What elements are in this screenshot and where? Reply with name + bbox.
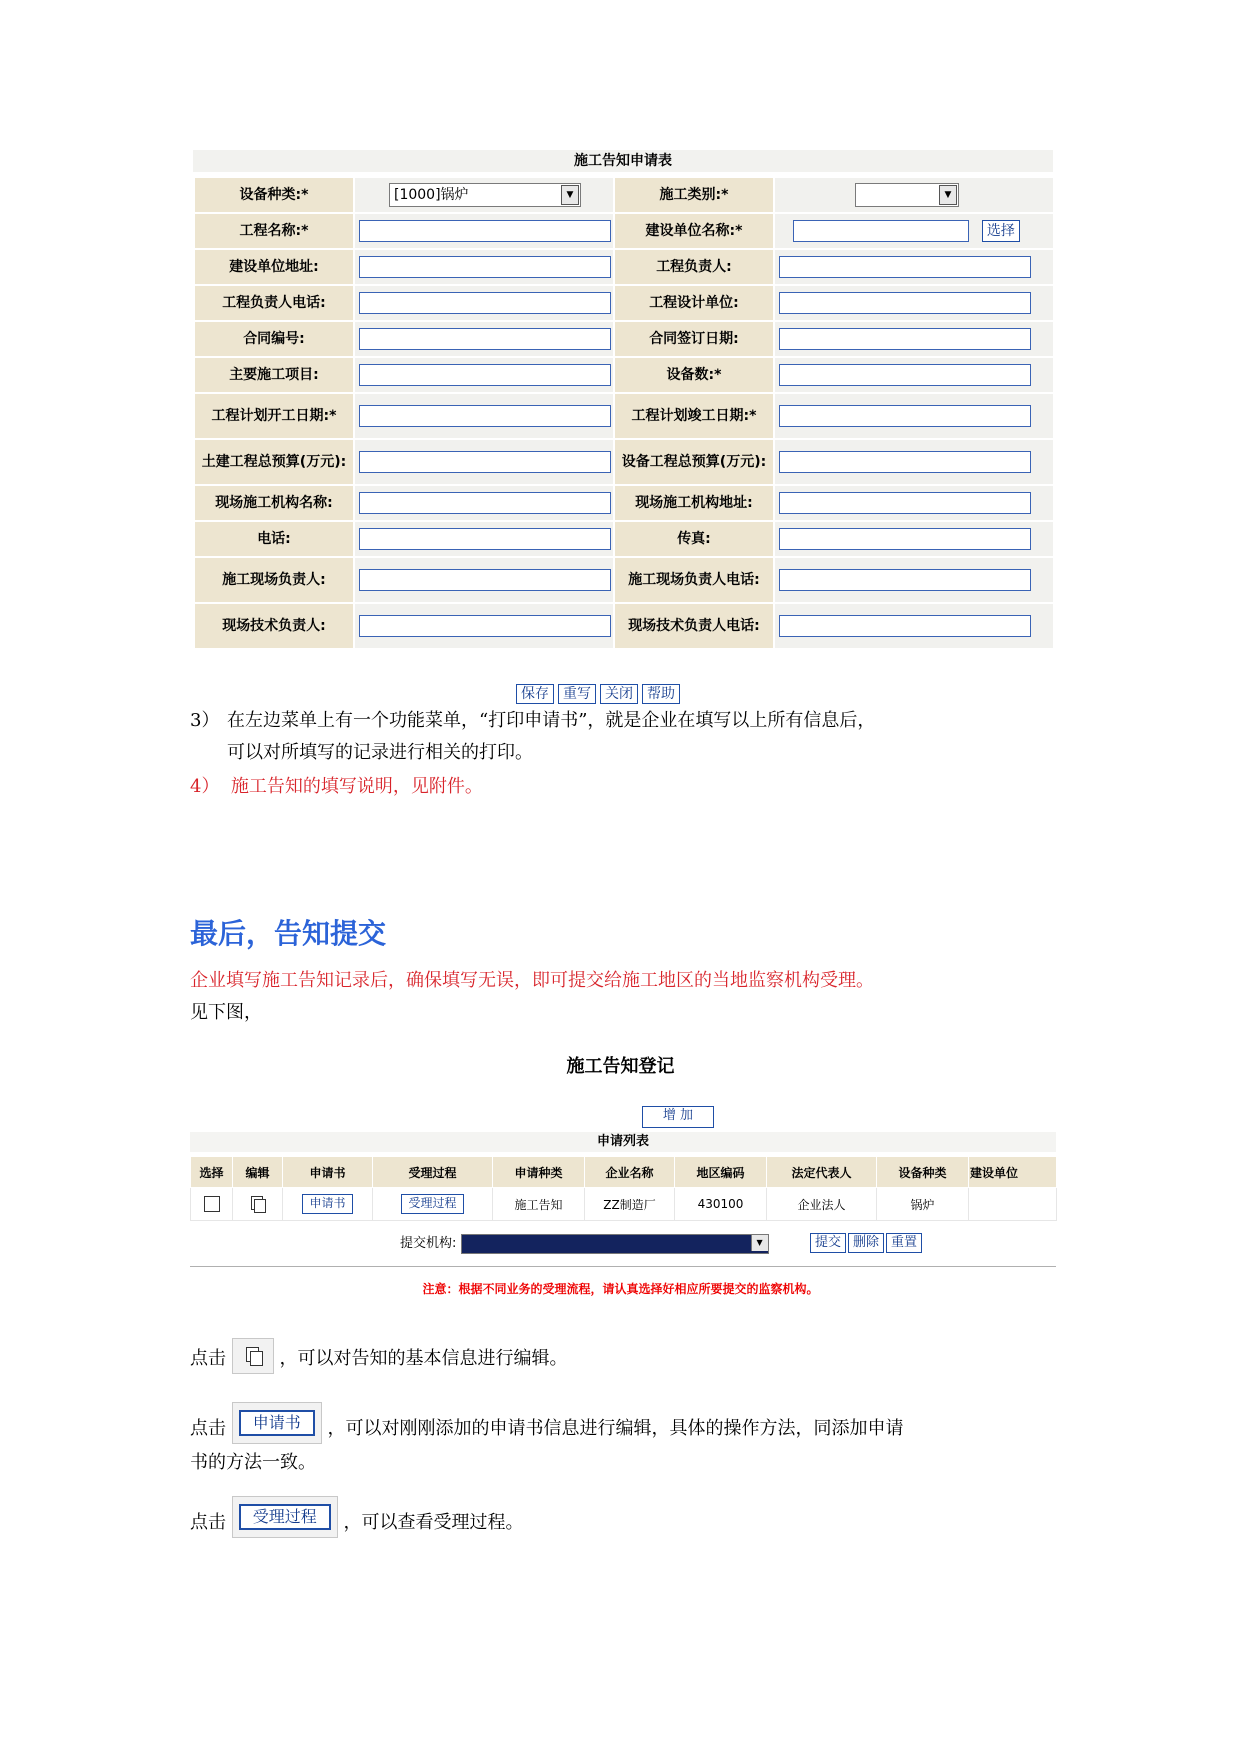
column-header: 申请种类	[493, 1157, 585, 1188]
field-label: 现场施工机构名称:	[194, 485, 354, 521]
edit-icon	[232, 1338, 274, 1374]
field-label: 现场技术负责人电话:	[614, 603, 774, 649]
cell-builder	[969, 1188, 1057, 1221]
field-label: 土建工程总预算(万元):	[194, 439, 354, 485]
item-3-number: 3）	[190, 710, 220, 731]
field-label: 主要施工项目:	[194, 357, 354, 393]
list-title: 申请列表	[190, 1132, 1056, 1152]
divider	[190, 1266, 1056, 1267]
delete-button[interactable]: 删除	[848, 1233, 884, 1253]
click-text: 点击	[190, 1348, 226, 1369]
site-org-name-input[interactable]	[359, 492, 611, 514]
field-label: 电话:	[194, 521, 354, 557]
application-list-table	[190, 1156, 1057, 1221]
select-checkbox[interactable]	[204, 1196, 220, 1212]
application-button[interactable]: 申请书	[302, 1194, 352, 1214]
cell-legal-rep: 企业法人	[767, 1188, 877, 1221]
field-label: 施工现场负责人电话:	[614, 557, 774, 603]
fax-input[interactable]	[779, 528, 1031, 550]
field-label: 工程设计单位:	[614, 285, 774, 321]
column-header: 受理过程	[373, 1157, 493, 1188]
project-name-input[interactable]	[359, 220, 611, 242]
see-below-text: 见下图，	[190, 1002, 262, 1023]
edit-icon[interactable]	[251, 1196, 265, 1212]
edit-instruction	[190, 1338, 567, 1374]
field-label: 工程名称:*	[194, 213, 354, 249]
item-4: 4） 施工告知的填写说明，见附件。	[190, 776, 483, 797]
process-button-sample: 受理过程	[232, 1496, 338, 1538]
site-manager-phone-input[interactable]	[779, 569, 1031, 591]
registry-title: 施工告知登记	[566, 1056, 675, 1077]
main-items-input[interactable]	[359, 364, 611, 386]
manager-phone-input[interactable]	[359, 292, 611, 314]
site-manager-input[interactable]	[359, 569, 611, 591]
copy-icon	[246, 1347, 262, 1365]
notice-text: 注意：根据不同业务的受理流程，请认真选择好相应所要提交的监察机构。	[422, 1282, 819, 1296]
help-button[interactable]: 帮助	[642, 684, 680, 704]
field-label: 工程负责人:	[614, 249, 774, 285]
reset-button[interactable]: 重置	[886, 1233, 922, 1253]
submit-button[interactable]: 提交	[810, 1233, 846, 1253]
chevron-down-icon: ▼	[939, 185, 957, 205]
application-button-sample: 申请书	[232, 1402, 322, 1444]
click-text: 点击	[190, 1512, 226, 1533]
column-header: 建设单位	[969, 1157, 1057, 1188]
field-label: 设备数:*	[614, 357, 774, 393]
field-label: 建设单位名称:*	[614, 213, 774, 249]
reset-button[interactable]: 重写	[558, 684, 596, 704]
phone-input[interactable]	[359, 528, 611, 550]
equipment-type-select[interactable]: [1000]锅炉 ▼	[389, 183, 581, 207]
chevron-down-icon: ▼	[561, 185, 579, 205]
cell-type: 施工告知	[493, 1188, 585, 1221]
site-org-address-input[interactable]	[779, 492, 1031, 514]
contract-number-input[interactable]	[359, 328, 611, 350]
click-text: 点击	[190, 1418, 226, 1439]
column-header: 企业名称	[585, 1157, 675, 1188]
field-label: 设备工程总预算(万元):	[614, 439, 774, 485]
field-label: 工程计划开工日期:*	[194, 393, 354, 439]
field-label: 合同签订日期:	[614, 321, 774, 357]
builder-name-input[interactable]	[793, 220, 969, 242]
org-label: 提交机构:	[400, 1236, 457, 1251]
section-heading: 最后，告知提交	[190, 917, 387, 950]
equipment-type-label: 设备种类:*	[194, 177, 354, 213]
column-header: 地区编码	[675, 1157, 767, 1188]
process-instruction	[190, 1496, 523, 1538]
select-button[interactable]: 选择	[982, 220, 1020, 242]
construction-type-select[interactable]	[855, 183, 959, 207]
org-select[interactable]	[461, 1234, 769, 1254]
form-title: 施工告知申请表	[193, 150, 1053, 172]
planned-finish-input[interactable]	[779, 405, 1031, 427]
project-manager-input[interactable]	[779, 256, 1031, 278]
process-description: ，可以查看受理过程。	[343, 1512, 524, 1533]
item-3-line-2: 可以对所填写的记录进行相关的打印。	[227, 742, 533, 763]
field-label: 传真:	[614, 521, 774, 557]
column-header: 设备种类	[877, 1157, 969, 1188]
process-button[interactable]: 受理过程	[401, 1194, 463, 1214]
application-description: ，可以对刚刚添加的申请书信息进行编辑，具体的操作方法，同添加申请	[327, 1418, 904, 1439]
field-label: 现场施工机构地址:	[614, 485, 774, 521]
close-button[interactable]: 关闭	[600, 684, 638, 704]
contract-date-input[interactable]	[779, 328, 1031, 350]
column-header: 选择	[191, 1157, 233, 1188]
item-3-line-1: 在左边菜单上有一个功能菜单，“打印申请书”，就是企业在填写以上所有信息后，	[227, 710, 876, 731]
edit-description: ，可以对告知的基本信息进行编辑。	[279, 1348, 568, 1369]
field-label: 工程计划竣工日期:*	[614, 393, 774, 439]
civil-budget-input[interactable]	[359, 451, 611, 473]
column-header: 申请书	[283, 1157, 373, 1188]
submit-buttons	[810, 1231, 924, 1253]
table-row	[191, 1188, 1057, 1221]
column-header: 法定代表人	[767, 1157, 877, 1188]
submit-row	[400, 1232, 769, 1254]
submit-description: 企业填写施工告知记录后，确保填写无误，即可提交给施工地区的当地监察机构受理。	[190, 970, 874, 991]
application-form-table	[193, 176, 1055, 650]
cell-region: 430100	[675, 1188, 767, 1221]
planned-start-input[interactable]	[359, 405, 611, 427]
add-button[interactable]: 增 加	[642, 1106, 714, 1128]
save-button[interactable]: 保存	[516, 684, 554, 704]
application-description-2: 书的方法一致。	[190, 1452, 316, 1473]
tech-manager-input[interactable]	[359, 615, 611, 637]
equipment-budget-input[interactable]	[779, 451, 1031, 473]
design-unit-input[interactable]	[779, 292, 1031, 314]
cell-company: ZZ制造厂	[585, 1188, 675, 1221]
field-label: 建设单位地址:	[194, 249, 354, 285]
builder-address-input[interactable]	[359, 256, 611, 278]
column-header: 编辑	[233, 1157, 283, 1188]
field-label: 合同编号:	[194, 321, 354, 357]
equipment-count-input[interactable]	[779, 364, 1031, 386]
application-instruction	[190, 1402, 903, 1444]
field-label: 现场技术负责人:	[194, 603, 354, 649]
form-actions	[516, 684, 684, 704]
chevron-down-icon: ▼	[751, 1235, 768, 1251]
construction-type-label: 施工类别:*	[614, 177, 774, 213]
cell-equipment: 锅炉	[877, 1188, 969, 1221]
field-label: 工程负责人电话:	[194, 285, 354, 321]
field-label: 施工现场负责人:	[194, 557, 354, 603]
tech-manager-phone-input[interactable]	[779, 615, 1031, 637]
